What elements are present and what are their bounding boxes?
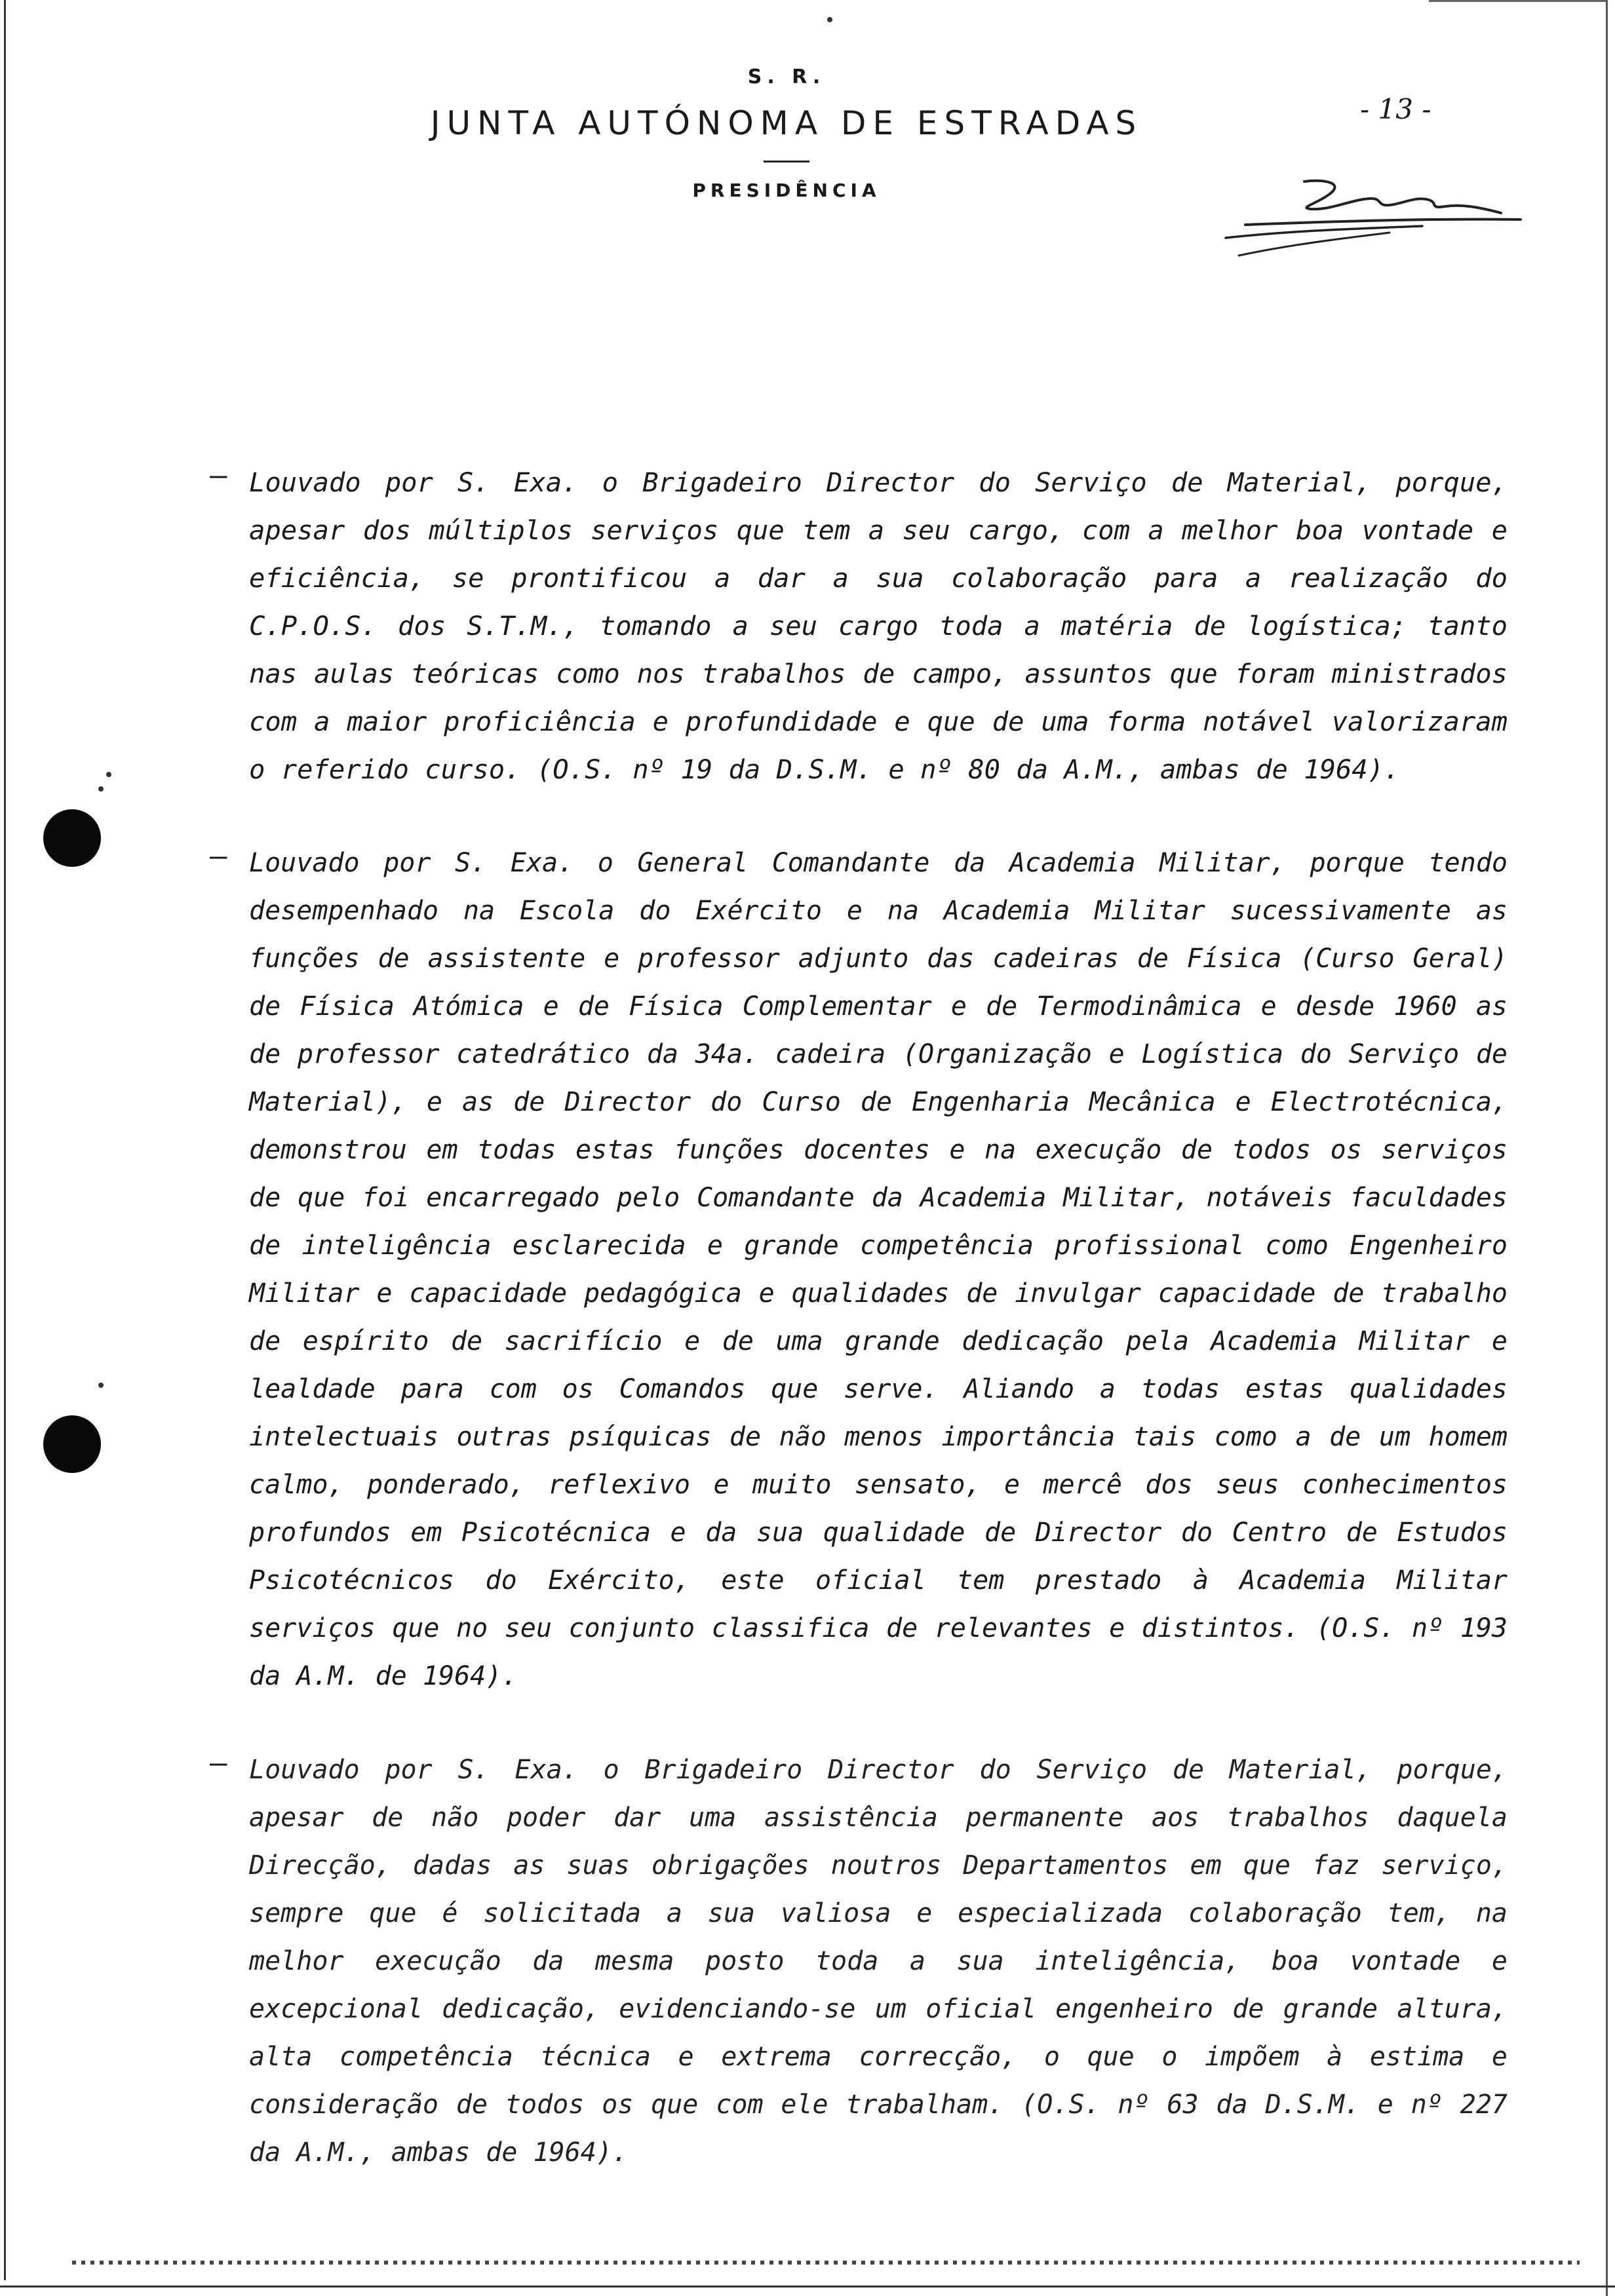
commendation-entry: [210, 1746, 1508, 2177]
scan-border-left: [4, 0, 6, 2280]
handwritten-signature: [1219, 167, 1527, 265]
list-dash: –: [210, 839, 227, 873]
list-dash: –: [210, 1746, 227, 1780]
scan-speck: [106, 772, 111, 777]
scan-speck: [98, 1383, 104, 1388]
commendation-text: Louvado por S. Exa. o General Comandante da Academia Militar, porque tendo desempenhado na Escola do Exército e na Academia Militar sucessivamente as funções de assistente e professor adjunto das cadeiras de Física (Curso Geral) de Física Atómica e de Física Complementar e de Termodinâmica e desde 1960 as de professor catedrático da 34a. cadeira (Organização e Logística do Serviço de Material), e as de Director do Curso de Engenharia Mecânica e Electrotécnica, demonstrou em todas estas funções docentes e na execução de todos os serviços de que foi encarregado pelo Comandante da Academia Militar, notáveis faculdades de inteligência esclarecida e grande competência profissional como Engenheiro Militar e capacidade pedagógica e qualidades de invulgar capacidade de trabalho de espírito de sacrifício e de uma grande dedicação pela Academia Militar e lealdade para com os Comandos que serve. Aliando a todas estas qualidades intelectuais outras psíquicas de não menos importância tais como a de um homem calmo, ponderado, reflexivo e muito sensato, e mercê dos seus conhecimentos profundos em Psicotécnica e da sua qualidade de Director do Centro de Estudos Psicotécnicos do Exército, este oficial tem prestado à Academia Militar serviços que no seu conjunto classifica de relevantes e distintos. (O.S. nº 193 da A.M. de 1964).: [249, 848, 1508, 1691]
scan-speck: [98, 786, 104, 792]
letterhead-initials: S. R.: [747, 66, 826, 88]
commendation-entry: [210, 839, 1508, 1700]
list-dash: –: [210, 459, 227, 492]
scan-border-right: [1606, 0, 1608, 2296]
organization-name: JUNTA AUTÓNOMA DE ESTRADAS: [430, 104, 1143, 142]
commendations-list: [210, 459, 1508, 2223]
punch-hole: [43, 809, 101, 867]
commendation-text: Louvado por S. Exa. o Brigadeiro Director do Serviço de Material, porque, apesar dos múltiplos serviços que tem a seu cargo, com a melhor boa vontade e eficiência, se prontificou a dar a sua colaboração para a realização do C.P.O.S. dos S.T.M., tomando a seu cargo toda a matéria de logística; tanto nas aulas teóricas como nos trabalhos de campo, assuntos que foram ministrados com a maior proficiência e profundidade e que de uma forma notável valorizaram o referido curso. (O.S. nº 19 da D.S.M. e nº 80 da A.M., ambas de 1964).: [249, 467, 1508, 785]
letterhead: [393, 66, 1180, 201]
scan-speck: [827, 17, 832, 22]
punch-hole: [43, 1415, 101, 1473]
scan-border-top: [1429, 0, 1606, 2]
department-name: PRESIDÊNCIA: [692, 180, 881, 201]
commendation-text: Louvado por S. Exa. o Brigadeiro Director do Serviço de Material, porque, apesar de não poder dar uma assistência permanente aos trabalhos daquela Direcção, dadas as suas obrigações noutros Departamentos em que faz serviço, sempre que é solicitada a sua valiosa e especializada colaboração tem, na melhor execução da mesma posto toda a sua inteligência, boa vontade e excepcional dedicação, evidenciando-se um oficial engenheiro de grande altura, alta competência técnica e extrema correcção, o que o impõem à estima e consideração de todos os que com ele trabalham. (O.S. nº 63 da D.S.M. e nº 227 da A.M., ambas de 1964).: [249, 1755, 1508, 2168]
page-number: - 13 -: [1360, 93, 1431, 125]
header-rule: [764, 161, 809, 163]
scan-border-bottom: [0, 2286, 1615, 2287]
scan-footer-noise: [72, 2261, 1580, 2265]
commendation-entry: [210, 459, 1508, 794]
